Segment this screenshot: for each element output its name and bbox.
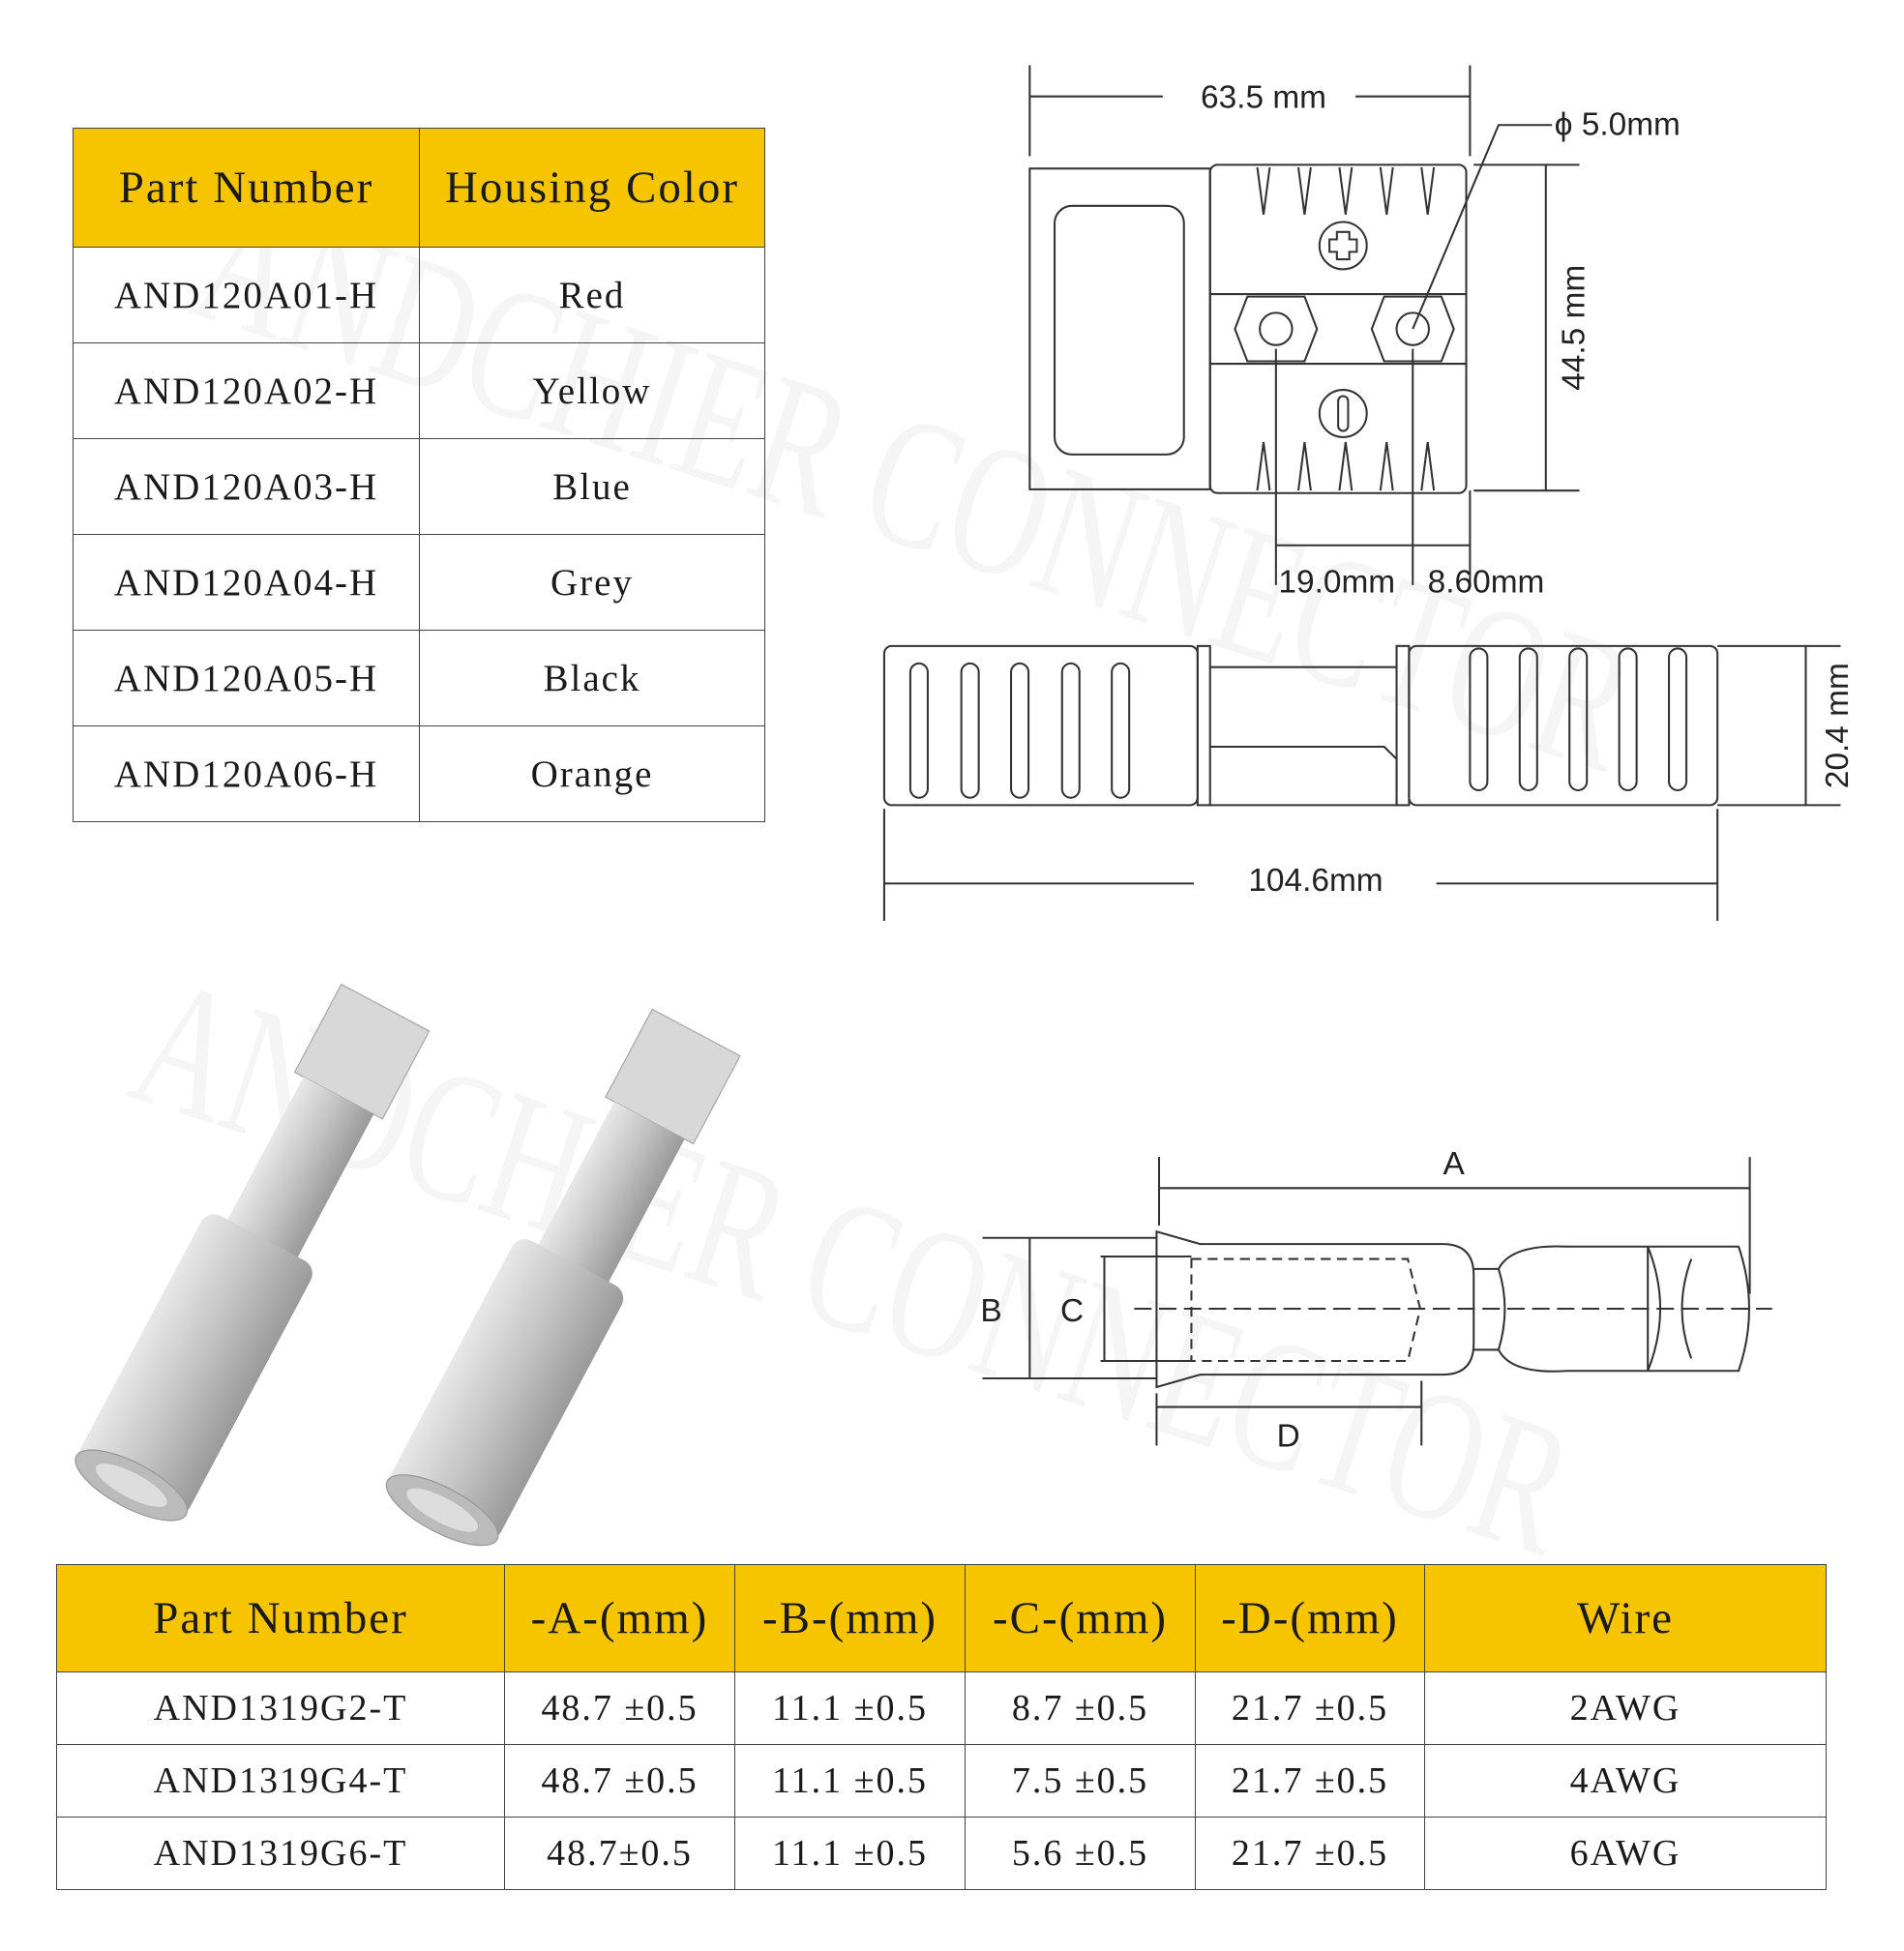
table-row <box>57 1818 1827 1890</box>
pitch-dimension: 19.0mm <box>1278 564 1396 601</box>
header-b: -B-(mm) <box>735 1565 966 1672</box>
plus-symbol-icon <box>1320 222 1367 270</box>
c-cell: 7.5 ±0.5 <box>966 1745 1196 1818</box>
part-number-cell: AND1319G2-T <box>57 1672 505 1745</box>
wire-cell: 4AWG <box>1425 1745 1827 1818</box>
color-cell: Red <box>420 248 765 343</box>
a-cell: 48.7±0.5 <box>505 1818 735 1890</box>
table-row <box>57 1672 1827 1745</box>
wire-cell: 6AWG <box>1425 1818 1827 1890</box>
d-cell: 21.7 ±0.5 <box>1196 1672 1425 1745</box>
header-c: -C-(mm) <box>966 1565 1196 1672</box>
plus-icon <box>1329 232 1356 259</box>
table-header-row <box>74 129 765 248</box>
length-dimension: 104.6mm <box>1248 863 1383 900</box>
offset-dimension: 8.60mm <box>1427 564 1545 601</box>
width-dimension: 63.5 mm <box>1201 79 1326 116</box>
c-cell: 5.6 ±0.5 <box>966 1818 1196 1890</box>
hole-diameter-dimension: ϕ 5.0mm <box>1554 106 1681 143</box>
color-cell: Black <box>420 631 765 726</box>
a-cell: 48.7 ±0.5 <box>505 1745 735 1818</box>
dimension-c-label: C <box>1059 1292 1085 1329</box>
b-cell: 11.1 ±0.5 <box>735 1672 966 1745</box>
dimension-b-label: B <box>980 1292 1002 1329</box>
part-number-cell: AND1319G6-T <box>57 1818 505 1890</box>
part-number-cell: AND120A06-H <box>74 726 420 822</box>
table-header-row <box>57 1565 1827 1672</box>
part-number-cell: AND120A05-H <box>74 631 420 726</box>
header-housing-color: Housing Color <box>420 129 765 248</box>
table-row <box>74 343 765 439</box>
table-row <box>74 248 765 343</box>
color-cell: Yellow <box>420 343 765 439</box>
terminal-spec-table <box>56 1564 1827 1890</box>
d-cell: 21.7 ±0.5 <box>1196 1818 1425 1890</box>
b-cell: 11.1 ±0.5 <box>735 1745 966 1818</box>
part-number-cell: AND120A03-H <box>74 439 420 535</box>
color-cell: Orange <box>420 726 765 822</box>
table-row <box>57 1745 1827 1818</box>
header-wire: Wire <box>1425 1565 1827 1672</box>
header-part-number: Part Number <box>74 129 420 248</box>
table-row <box>74 535 765 631</box>
part-number-cell: AND120A02-H <box>74 343 420 439</box>
dimension-a-label: A <box>1443 1146 1465 1183</box>
d-cell: 21.7 ±0.5 <box>1196 1745 1425 1818</box>
c-cell: 8.7 ±0.5 <box>966 1672 1196 1745</box>
part-number-cell: AND120A04-H <box>74 535 420 631</box>
color-cell: Blue <box>420 439 765 535</box>
part-number-cell: AND120A01-H <box>74 248 420 343</box>
ribs-top <box>1258 167 1435 490</box>
side-height-dimension: 20.4 mm <box>1820 663 1857 789</box>
b-cell: 11.1 ±0.5 <box>735 1818 966 1890</box>
table-row <box>74 439 765 535</box>
wire-cell: 2AWG <box>1425 1672 1827 1745</box>
dimension-d-label: D <box>1276 1418 1300 1455</box>
height-dimension: 44.5 mm <box>1556 264 1592 391</box>
table-row <box>74 631 765 726</box>
header-part-number: Part Number <box>57 1565 505 1672</box>
part-number-cell: AND1319G4-T <box>57 1745 505 1818</box>
color-cell: Grey <box>420 535 765 631</box>
header-a: -A-(mm) <box>505 1565 735 1672</box>
a-cell: 48.7 ±0.5 <box>505 1672 735 1745</box>
table-row <box>74 726 765 822</box>
housing-color-table <box>73 128 765 822</box>
header-d: -D-(mm) <box>1196 1565 1425 1672</box>
